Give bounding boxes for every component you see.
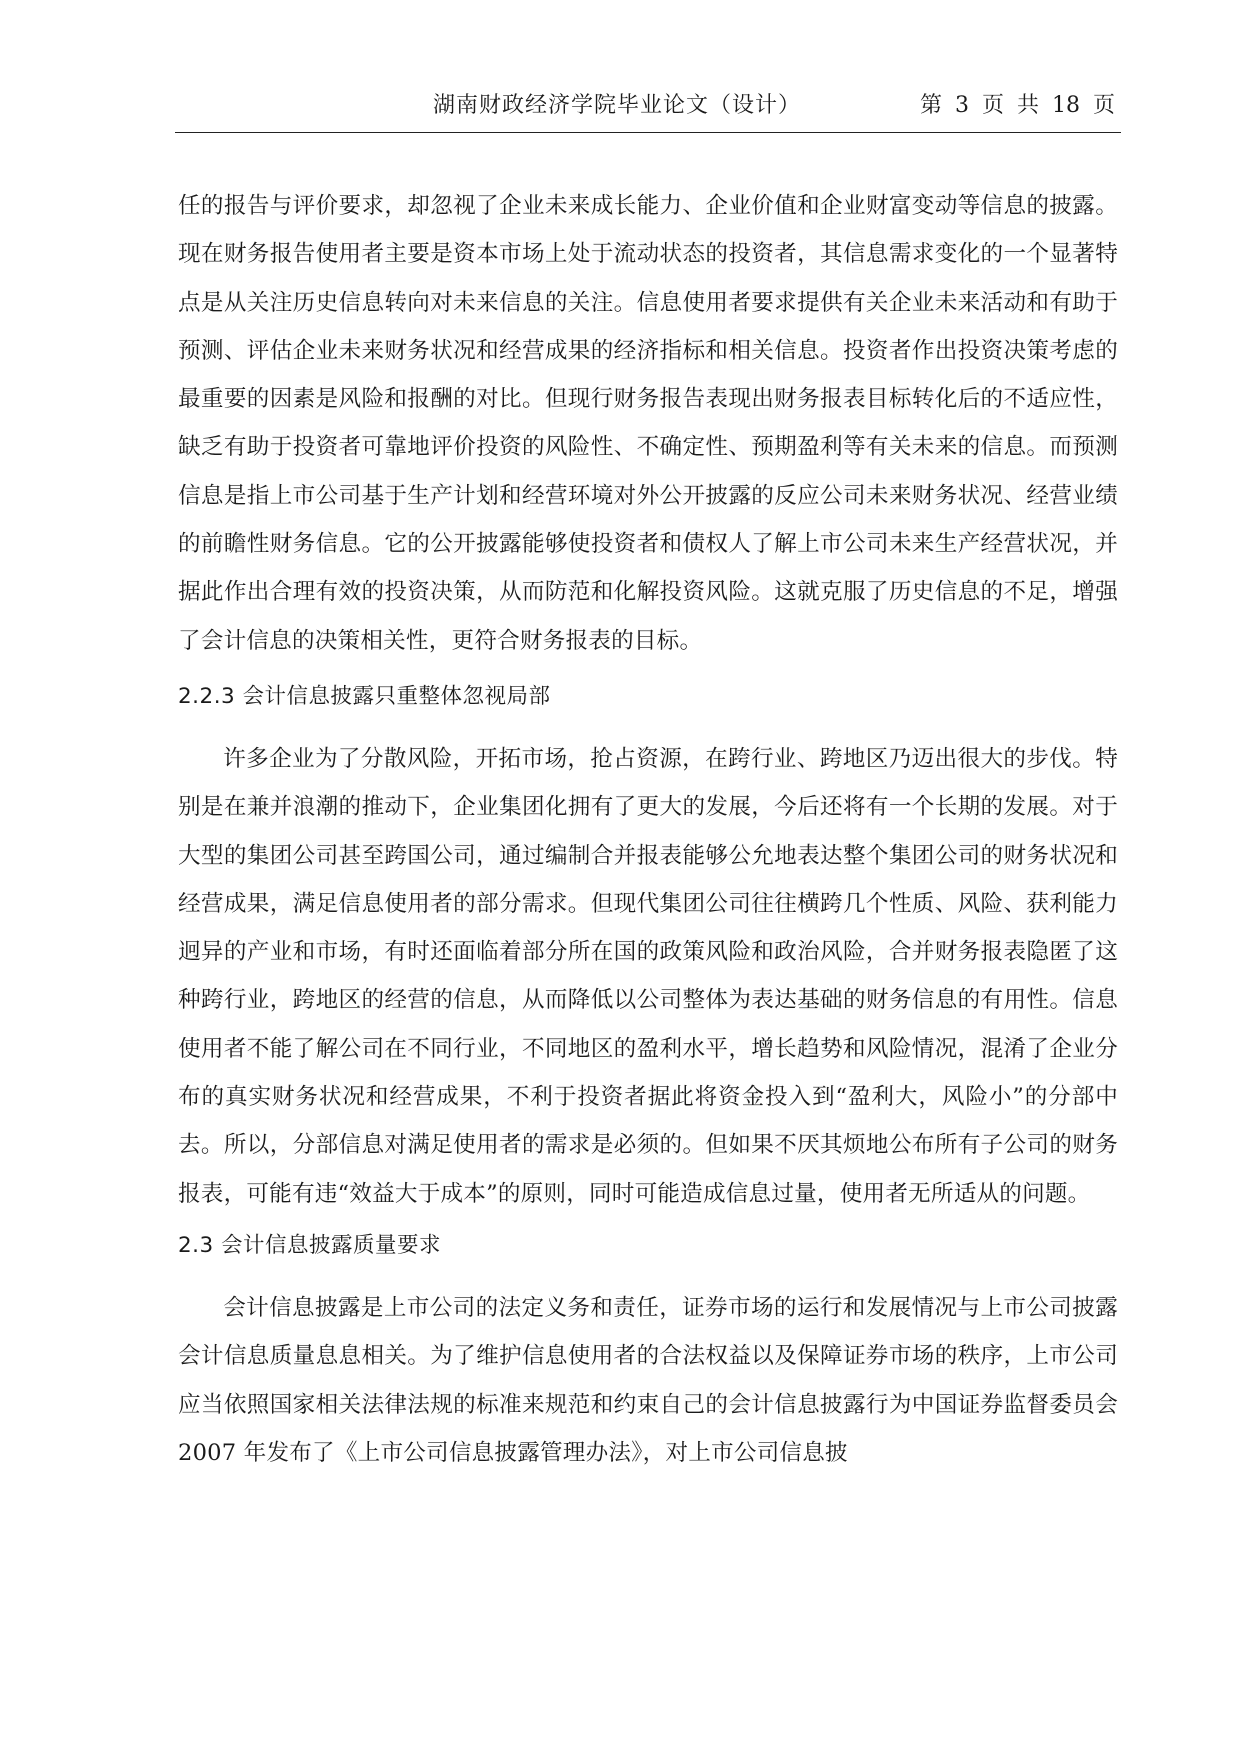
paragraph: 任的报告与评价要求，却忽视了企业未来成长能力、企业价值和企业财富变动等信息的披露。现在财务报告使用者主要是资本市场上处于流动状态的投资者，其信息需求变化的一个显著特点是从关注历史信息转向对未来信息的关注。信息使用者要求提供有关企业未来活动和有助于预测、评估企业未来财务状况和经营成果的经济指标和相关信息。投资者作出投资决策考虑的最重要的因素是风险和报酬的对比。但现行财务报告表现出财务报表目标转化后的不适应性，缺乏有助于投资者可靠地评价投资的风险性、不确定性、预期盈利等有关未来的信息。而预测信息是指上市公司基于生产计划和经营环境对外公开披露的反应公司未来财务状况、经营业绩的前瞻性财务信息。它的公开披露能够使投资者和债权人了解上市公司未来生产经营状况，并据此作出合理有效的投资决策，从而防范和化解投资风险。这就克服了历史信息的不足，增强了会计信息的决策相关性，更符合财务报表的目标。: [178, 193, 1118, 654]
paragraph: 会计信息披露是上市公司的法定义务和责任，证券市场的运行和发展情况与上市公司披露会计信息质量息息相关。为了维护信息使用者的合法权益以及保障证券市场的秩序，上市公司应当依照国家相关法律法规的标准来规范和约束自己的会计信息披露行为中国证券监督委员会 2007 年发布了《上市公司信息披露管理办法》，对上市公司信息披: [178, 1294, 1118, 1466]
section-heading: 2.3 会计信息披露质量要求: [178, 1232, 442, 1258]
paragraph: 许多企业为了分散风险，开拓市场，抢占资源，在跨行业、跨地区乃迈出很大的步伐。特别是在兼并浪潮的推动下，企业集团化拥有了更大的发展，今后还将有一个长期的发展。对于大型的集团公司甚至跨国公司，通过编制合并报表能够公允地表达整个集团公司的财务状况和经营成果，满足信息使用者的部分需求。但现代集团公司往往横跨几个性质、风险、获利能力迥异的产业和市场，有时还面临着部分所在国的政策风险和政治风险，合并财务报表隐匿了这种跨行业，跨地区的经营的信息，从而降低以公司整体为表达基础的财务信息的有用性。信息使用者不能了解公司在不同行业，不同地区的盈利水平，增长趋势和风险情况，混淆了企业分布的真实财务状况和经营成果，不利于投资者据此将资金投入到“盈利大，风险小”的分部中去。所以，分部信息对满足使用者的需求是必须的。但如果不厌其烦地公布所有子公司的财务报表，可能有违“效益大于成本”的原则，同时可能造成信息过量，使用者无所适从的问题。: [178, 745, 1118, 1207]
header-title: 湖南财政经济学院毕业论文（设计）: [433, 93, 802, 118]
header-page-number: 第 3 页 共 18 页: [920, 93, 1115, 118]
document-body: [178, 182, 1118, 1477]
page-header: [175, 88, 1121, 133]
section-heading: 2.2.3 会计信息披露只重整体忽视局部: [178, 683, 551, 709]
